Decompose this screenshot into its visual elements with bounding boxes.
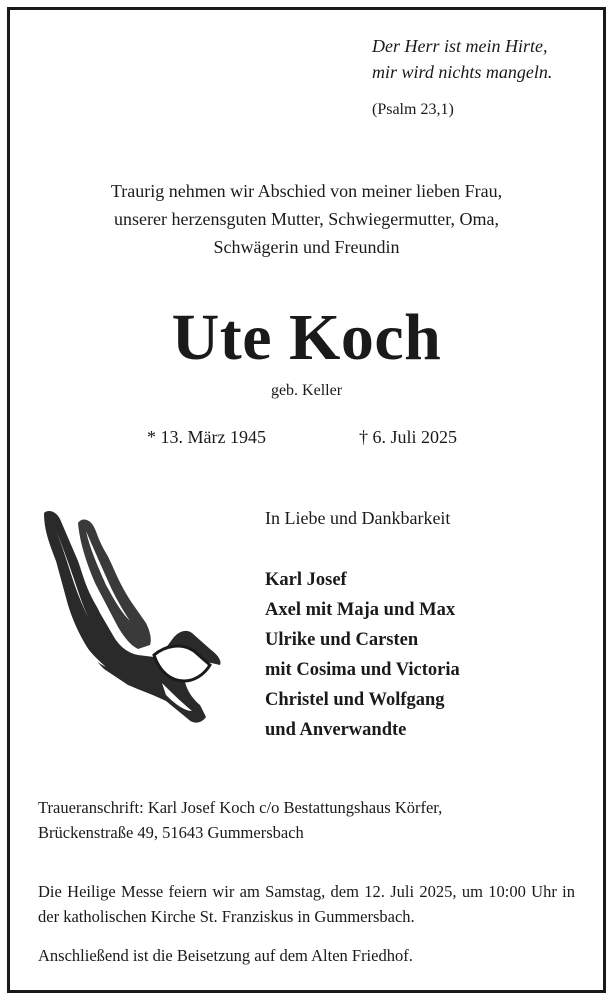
address-line: Traueranschrift: Karl Josef Koch c/o Bestattungshaus Körfer,: [38, 798, 443, 817]
gratitude-line: In Liebe und Dankbarkeit: [265, 508, 451, 528]
praying-hands-icon: [34, 505, 226, 735]
psalm-line: mir wird nichts mangeln.: [372, 62, 553, 82]
death-date: † 6. Juli 2025: [359, 427, 458, 447]
maiden-name: geb. Keller: [270, 382, 343, 399]
mourners-list: [265, 565, 460, 745]
psalm-quote: [372, 33, 592, 85]
mourner-name: Ulrike und Carsten: [265, 630, 419, 650]
burial-announcement: Anschließend ist die Beisetzung auf dem Alten Friedhof.: [38, 946, 413, 965]
notice-border: [7, 7, 606, 993]
mourner-name: Christel und Wolfgang: [265, 690, 445, 710]
mourner-name: Axel mit Maja und Max: [265, 600, 456, 620]
mass-announcement: Die Heilige Messe feiern wir am Samstag, dem 12. Juli 2025, um 10:00 Uhr in der katholischen Kirche St. Franziskus in Gummersbach.: [38, 882, 575, 926]
mourner-name: und Anverwandte: [265, 720, 407, 740]
intro-line: Schwägerin und Freundin: [213, 237, 400, 257]
address-line: Brückenstraße 49, 51643 Gummersbach: [38, 823, 304, 842]
psalm-line: Der Herr ist mein Hirte,: [372, 36, 548, 56]
intro-line: unserer herzensguten Mutter, Schwiegermutter, Oma,: [114, 209, 499, 229]
intro-text: [0, 177, 613, 261]
mourning-address: [38, 795, 578, 845]
mourner-name: mit Cosima und Victoria: [265, 660, 460, 680]
psalm-reference: (Psalm 23,1): [372, 101, 454, 118]
mourner-name: Karl Josef: [265, 570, 347, 590]
birth-date: * 13. März 1945: [147, 427, 266, 447]
intro-line: Traurig nehmen wir Abschied von meiner lieben Frau,: [110, 181, 503, 201]
deceased-name: Ute Koch: [171, 301, 442, 374]
